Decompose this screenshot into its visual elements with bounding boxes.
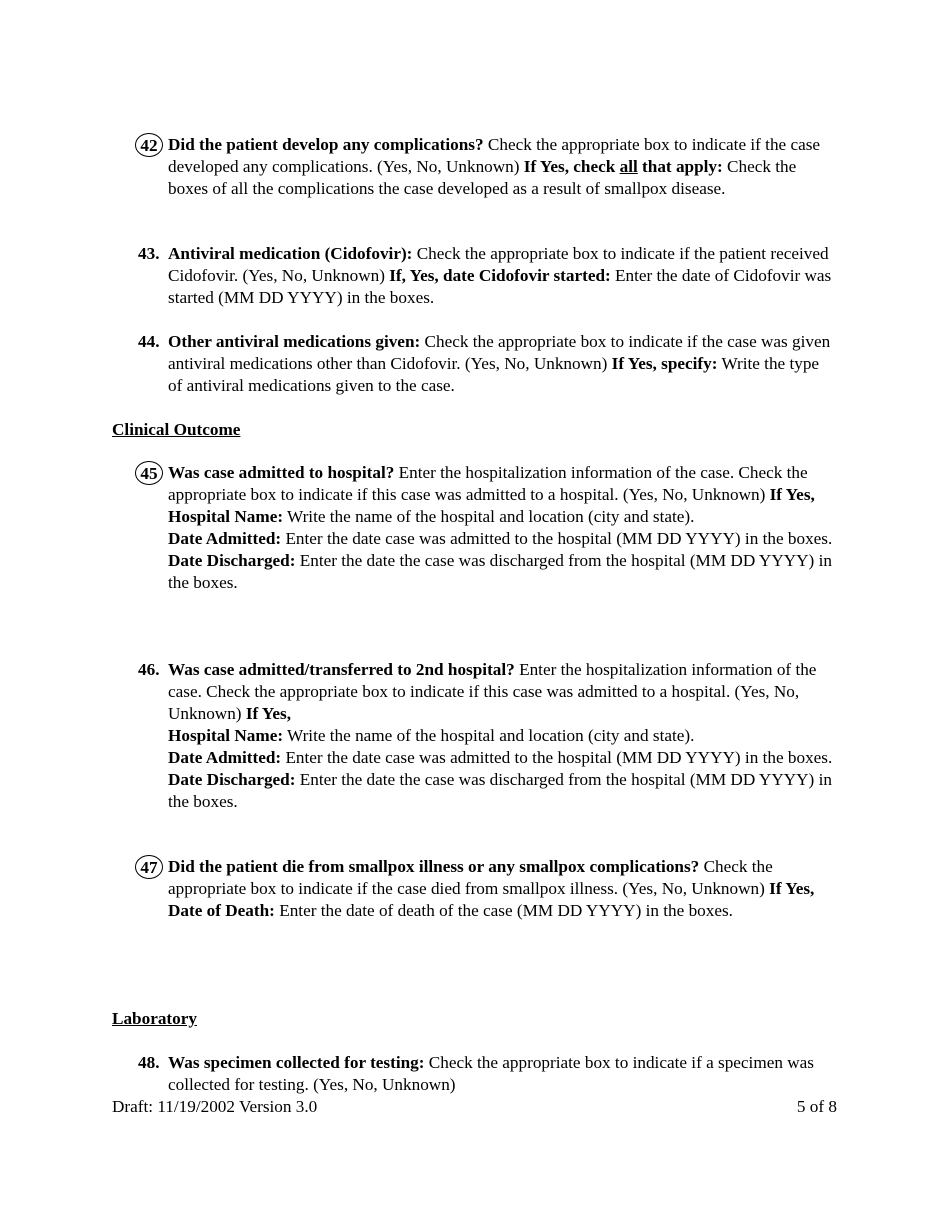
question-number-circled: 45 <box>135 461 163 485</box>
hospital-name-label: Hospital Name: <box>168 507 284 526</box>
question-title: Was case admitted/transferred to 2nd hospital? <box>168 660 515 679</box>
draft-version: Draft: 11/19/2002 Version 3.0 <box>112 1097 318 1116</box>
date-discharged-label: Date Discharged: <box>168 770 296 789</box>
question-title: Was case admitted to hospital? <box>168 463 395 482</box>
question-number-circled: 42 <box>135 133 163 157</box>
page-footer <box>112 1096 837 1118</box>
question-text: Enter the hospitalization information of the case. Check the appropriate box to indicate if this case was admitted to a hospital. (Yes, No, Unknown) <box>168 660 817 723</box>
page-number: 5 of 8 <box>796 1097 837 1116</box>
question-number: 44. <box>138 332 160 351</box>
question-title: Antiviral medication (Cidofovir): <box>168 244 413 263</box>
bold-instruction-end: that apply: <box>637 157 723 176</box>
date-admitted-label: Date Admitted: <box>168 748 282 767</box>
hospital-name-label: Hospital Name: <box>168 726 284 745</box>
section-heading-laboratory: Laboratory <box>112 1009 197 1028</box>
question-title: Other antiviral medications given: <box>168 332 421 351</box>
question-number: 48. <box>138 1053 160 1072</box>
question-text: Enter the date of death of the case (MM DD YYYY) in the boxes. <box>274 901 733 920</box>
bold-instruction: If Yes, specify: <box>611 354 718 373</box>
bold-instruction: If Yes, <box>769 485 815 504</box>
question-42 <box>140 134 836 200</box>
question-text: Check the appropriate box to indicate if a specimen was collected for testing. (Yes, No, Unknown) <box>168 1053 814 1094</box>
hospital-name-text: Write the name of the hospital and location (city and state). <box>283 507 695 526</box>
question-text: Enter the hospitalization information of the case. Check the appropriate box to indicate if this case was admitted to a hospital. (Yes, No, Unknown) <box>168 463 808 504</box>
question-number: 46. <box>138 660 160 679</box>
date-discharged-text: Enter the date the case was discharged from the hospital (MM DD YYYY) in the boxes. <box>168 551 832 592</box>
question-number: 43. <box>138 244 160 263</box>
question-46 <box>138 659 836 813</box>
hospital-name-text: Write the name of the hospital and location (city and state). <box>283 726 695 745</box>
bold-instruction: If Yes, <box>245 704 292 723</box>
date-admitted-text: Enter the date case was admitted to the hospital (MM DD YYYY) in the boxes. <box>281 748 833 767</box>
underlined-word: all <box>619 157 638 176</box>
date-admitted-label: Date Admitted: <box>168 529 282 548</box>
question-number-circled: 47 <box>135 855 163 879</box>
question-title: Did the patient die from smallpox illness or any smallpox complications? <box>168 857 700 876</box>
question-title: Did the patient develop any complications? <box>168 135 484 154</box>
question-text: Check the appropriate box to indicate if the patient received Cidofovir. (Yes, No, Unknown) <box>168 244 829 285</box>
question-text: Check the appropriate box to indicate if the case died from smallpox illness. (Yes, No, Unknown) <box>168 857 773 898</box>
date-discharged-label: Date Discharged: <box>168 551 296 570</box>
bold-instruction: If, Yes, date Cidofovir started: <box>389 266 611 285</box>
question-47 <box>140 856 836 922</box>
question-45 <box>140 462 836 594</box>
question-43 <box>138 243 836 309</box>
section-heading-clinical-outcome: Clinical Outcome <box>112 420 241 439</box>
question-48 <box>138 1052 836 1096</box>
question-text: Check the boxes of all the complications the case developed as a result of smallpox disease. <box>168 157 797 198</box>
question-text: Write the type of antiviral medications given to the case. <box>168 354 820 395</box>
question-text: Check the appropriate box to indicate if the case was given antiviral medications other than Cidofovir. (Yes, No, Unknown) <box>168 332 831 373</box>
question-text: Enter the date of Cidofovir was started (MM DD YYYY) in the boxes. <box>168 266 832 307</box>
question-text: Check the appropriate box to indicate if the case developed any complications. (Yes, No, Unknown) <box>168 135 821 176</box>
bold-instruction: If Yes, check <box>523 157 620 176</box>
date-admitted-text: Enter the date case was admitted to the hospital (MM DD YYYY) in the boxes. <box>281 529 833 548</box>
date-discharged-text: Enter the date the case was discharged from the hospital (MM DD YYYY) in the boxes. <box>168 770 832 811</box>
question-title: Was specimen collected for testing: <box>168 1053 425 1072</box>
question-44 <box>138 331 836 397</box>
bold-instruction: If Yes, Date of Death: <box>168 879 815 920</box>
